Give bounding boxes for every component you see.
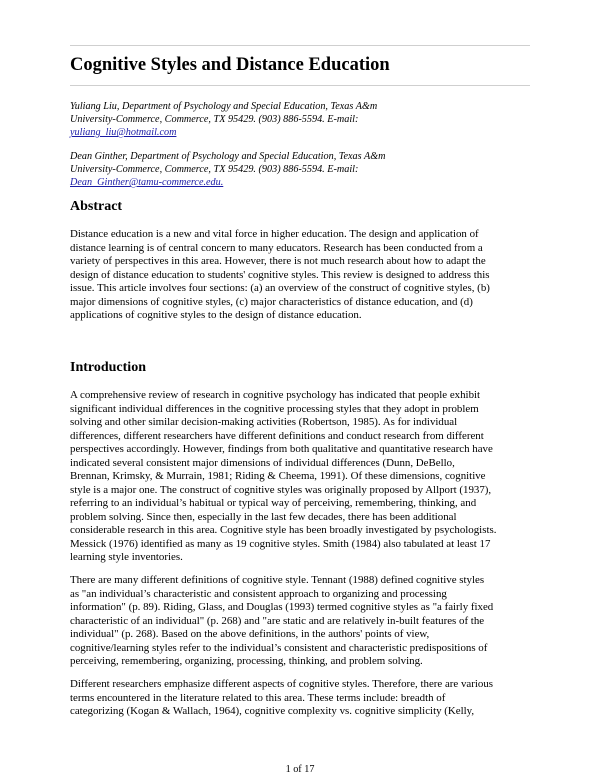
page-number: 1 of 17 <box>285 764 315 775</box>
author-email-link[interactable]: yuliang_liu@hotmail.com <box>70 127 177 138</box>
abstract-heading: Abstract <box>70 199 123 214</box>
text-line: applications of cognitive styles to the design of distance education. <box>70 309 362 321</box>
text-line: distance learning is of central concern to many educators. Research has been conducted from a <box>70 241 483 254</box>
text-line: characteristic of an individual" (p. 268) and "are static and are relatively in-built features of the <box>70 614 485 627</box>
title-rule <box>70 85 530 86</box>
text-line: Distance education is a new and vital force in higher education. The design and application of <box>70 228 479 240</box>
abstract-paragraph <box>70 228 540 323</box>
author-block-2 <box>70 150 530 189</box>
paper-title: Cognitive Styles and Distance Education <box>70 55 390 75</box>
text-line: Different researchers emphasize different aspects of cognitive styles. Therefore, there are various <box>70 678 494 690</box>
text-line: cognitive/learning styles refer to the individual’s consistent and characteristic predispositions of <box>70 641 488 654</box>
text-line: style is a major one. The construct of cognitive styles was originally proposed by Allport (1937), <box>70 483 492 496</box>
text-line: Messick (1976) identified as many as 19 cognitive styles. Smith (1984) also tabulated at least 17 <box>70 537 491 550</box>
author-line: University-Commerce, Commerce, TX 95429. (903) 886-5594. E-mail: <box>70 164 359 175</box>
text-line: major dimensions of cognitive styles, (c) major characteristics of distance education, and (d) <box>70 295 473 308</box>
text-line: problem solving. Since then, especially in the last few decades, there has been additional <box>70 510 457 523</box>
text-line: design of distance education to students' cognitive styles. This review is designed to address this <box>70 268 490 281</box>
intro-paragraph-2 <box>70 574 540 669</box>
text-line: variety of perspectives in this area. However, there is not much research about how to adapt the <box>70 255 486 267</box>
author-email-link[interactable]: Dean_Ginther@tamu-commerce.edu. <box>70 177 224 188</box>
text-line: categorizing (Kogan & Wallach, 1964), cognitive complexity vs. cognitive simplicity (Kelly, <box>70 705 475 717</box>
introduction-heading: Introduction <box>70 360 146 375</box>
top-rule <box>70 45 530 46</box>
text-line: A comprehensive review of research in cognitive psychology has indicated that people exhibit <box>70 389 481 401</box>
text-line: differences, different researchers have different definitions and conduct research from different <box>70 429 484 442</box>
author-line: Dean Ginther, Department of Psychology and Special Education, Texas A&m <box>70 151 386 162</box>
text-line: indicated several consistent major dimensions of individual differences (Dunn, DeBello, <box>70 456 455 469</box>
intro-paragraph-1 <box>70 389 540 565</box>
text-line: individual" (p. 268). Based on the above definitions, in the authors' points of view, <box>70 628 430 640</box>
text-line: Brennan, Krimsky, & Murrain, 1981; Riding & Cheema, 1991). Of these dimensions, cognitive <box>70 470 486 482</box>
text-line: considerable research in this area. Cognitive style has been broadly investigated by psychologists. <box>70 524 497 536</box>
text-line: perceiving, remembering, organizing, processing, thinking, and problem solving. <box>70 655 423 667</box>
text-line: as "an individual’s characteristic and consistent approach to organizing and processing <box>70 587 447 600</box>
text-line: perspectives accordingly. However, findings from both qualitative and quantitative research have <box>70 443 493 455</box>
author-line: Yuliang Liu, Department of Psychology and Special Education, Texas A&m <box>70 101 378 112</box>
text-line: There are many different definitions of cognitive style. Tennant (1988) defined cognitive styles <box>70 574 485 586</box>
author-line: University-Commerce, Commerce, TX 95429. (903) 886-5594. E-mail: <box>70 114 359 125</box>
text-line: significant individual differences in the cognitive processing styles that they adopt in problem <box>70 402 479 415</box>
text-line: solving and other similar decision-making activities (Robertson, 1985). As for individual <box>70 416 458 428</box>
text-line: issue. This article involves four sections: (a) an overview of the construct of cognitive styles, (b) <box>70 282 490 294</box>
text-line: information" (p. 89). Riding, Glass, and Douglas (1993) termed cognitive styles as "a fairly fixed <box>70 601 494 613</box>
text-line: learning style inventories. <box>70 551 183 563</box>
text-line: referring to an individual’s habitual or typical way of perceiving, remembering, thinking, and <box>70 497 477 509</box>
author-block-1 <box>70 100 530 139</box>
intro-paragraph-3 <box>70 678 540 719</box>
text-line: terms encountered in the literature related to this area. These terms include: breadth of <box>70 691 446 704</box>
